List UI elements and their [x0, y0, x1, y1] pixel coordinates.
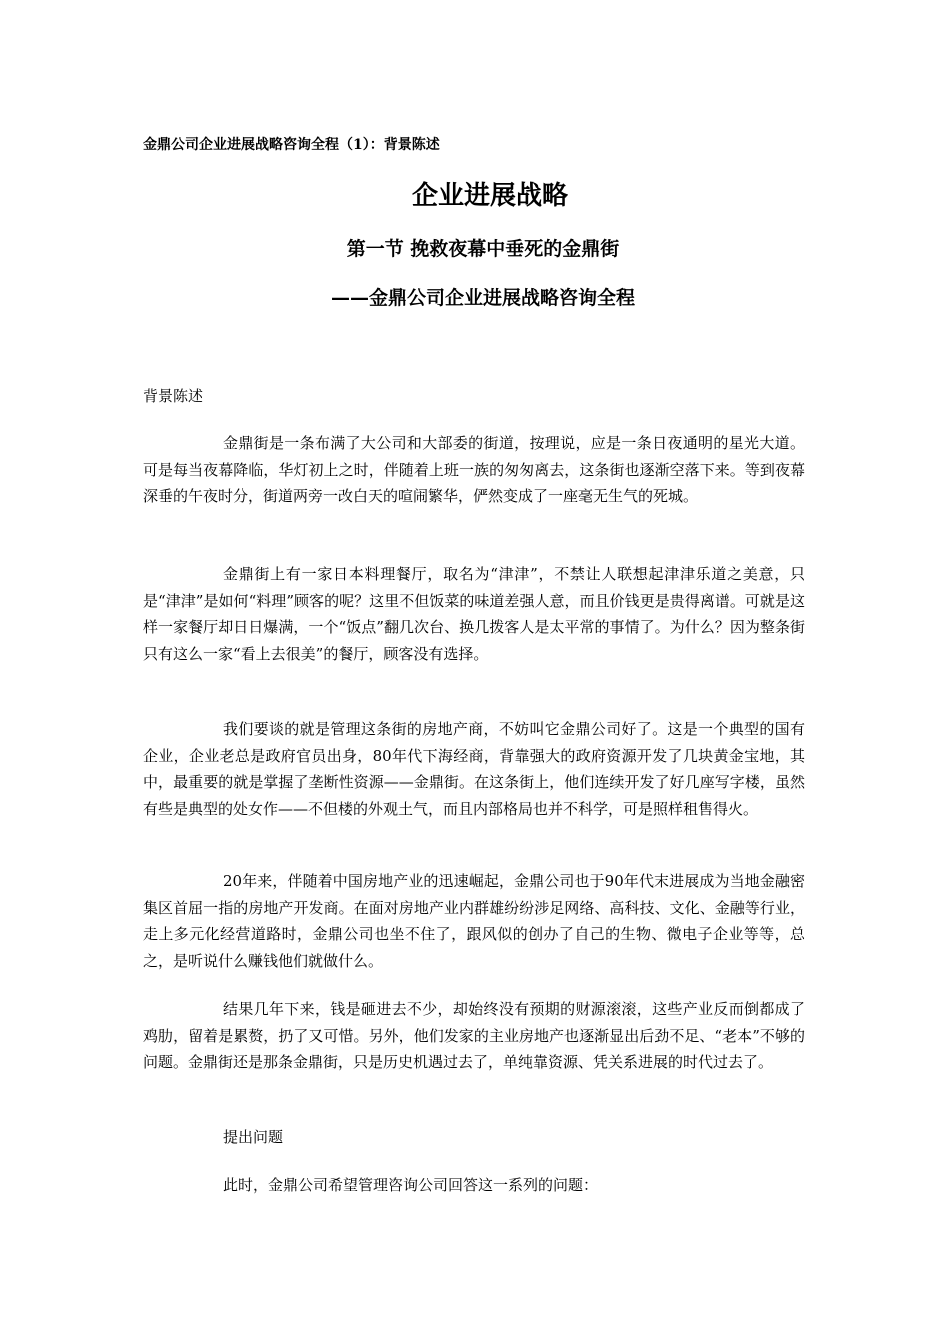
section-heading: 第一节 挽救夜幕中垂死的金鼎街: [346, 238, 620, 260]
paragraph: 20年来，伴随着中国房地产业的迅速崛起，金鼎公司也于90年代末进展成为当地金融密集区首屈一指的房地产开发商。在面对房地产业内群雄纷纷涉足网络、高科技、文化、金融等行业，走上多元化经营道路时，金鼎公司也坐不住了，跟风似的创办了自己的生物、微电子企业等等，总之，是听说什么赚钱他们就做什么。: [143, 872, 805, 970]
document-header: 金鼎公司企业进展战略咨询全程（1）：背景陈述: [143, 137, 440, 153]
paragraph: 结果几年下来，钱是砸进去不少，却始终没有预期的财源滚滚，这些产业反而倒都成了鸡肋，留着是累赘，扔了又可惜。另外，他们发家的主业房地产也逐渐显出后劲不足、“老本”不够的问题。金鼎街还是那条金鼎街，只是历史机遇过去了，单纯靠资源、凭关系进展的时代过去了。: [143, 1000, 805, 1071]
section-subheading: ——金鼎公司企业进展战略咨询全程: [330, 287, 635, 309]
paragraph: 金鼎街上有一家日本料理餐厅，取名为“津津”，不禁让人联想起津津乐道之美意，只是“津津”是如何“料理”顾客的呢？这里不但饭菜的味道差强人意，而且价钱更是贵得离谱。可就是这样一家餐厅却日日爆满，一个“饭点”翻几次台、换几拨客人是太平常的事情了。为什么？因为整条街只有这么一家“看上去很美”的餐厅，顾客没有选择。: [143, 565, 805, 663]
paragraph: 金鼎街是一条布满了大公司和大部委的街道，按理说，应是一条日夜通明的星光大道。可是每当夜幕降临，华灯初上之时，伴随着上班一族的匆匆离去，这条街也逐渐空落下来。等到夜幕深垂的午夜时分，街道两旁一改白天的喧闹繁华，俨然变成了一座毫无生气的死城。: [143, 434, 805, 505]
document-title: 企业进展战略: [411, 181, 568, 211]
paragraph: 此时，金鼎公司希望管理咨询公司回答这一系列的问题：: [223, 1176, 599, 1194]
problem-heading: 提出问题: [223, 1128, 284, 1146]
background-label: 背景陈述: [143, 387, 204, 405]
paragraph: 我们要谈的就是管理这条街的房地产商，不妨叫它金鼎公司好了。这是一个典型的国有企业，企业老总是政府官员出身，80年代下海经商，背靠强大的政府资源开发了几块黄金宝地，其中，最重要的就是掌握了垄断性资源——金鼎街。在这条街上，他们连续开发了好几座写字楼，虽然有些是典型的处女作——不但楼的外观土气，而且内部格局也并不科学，可是照样租售得火。: [143, 720, 805, 818]
